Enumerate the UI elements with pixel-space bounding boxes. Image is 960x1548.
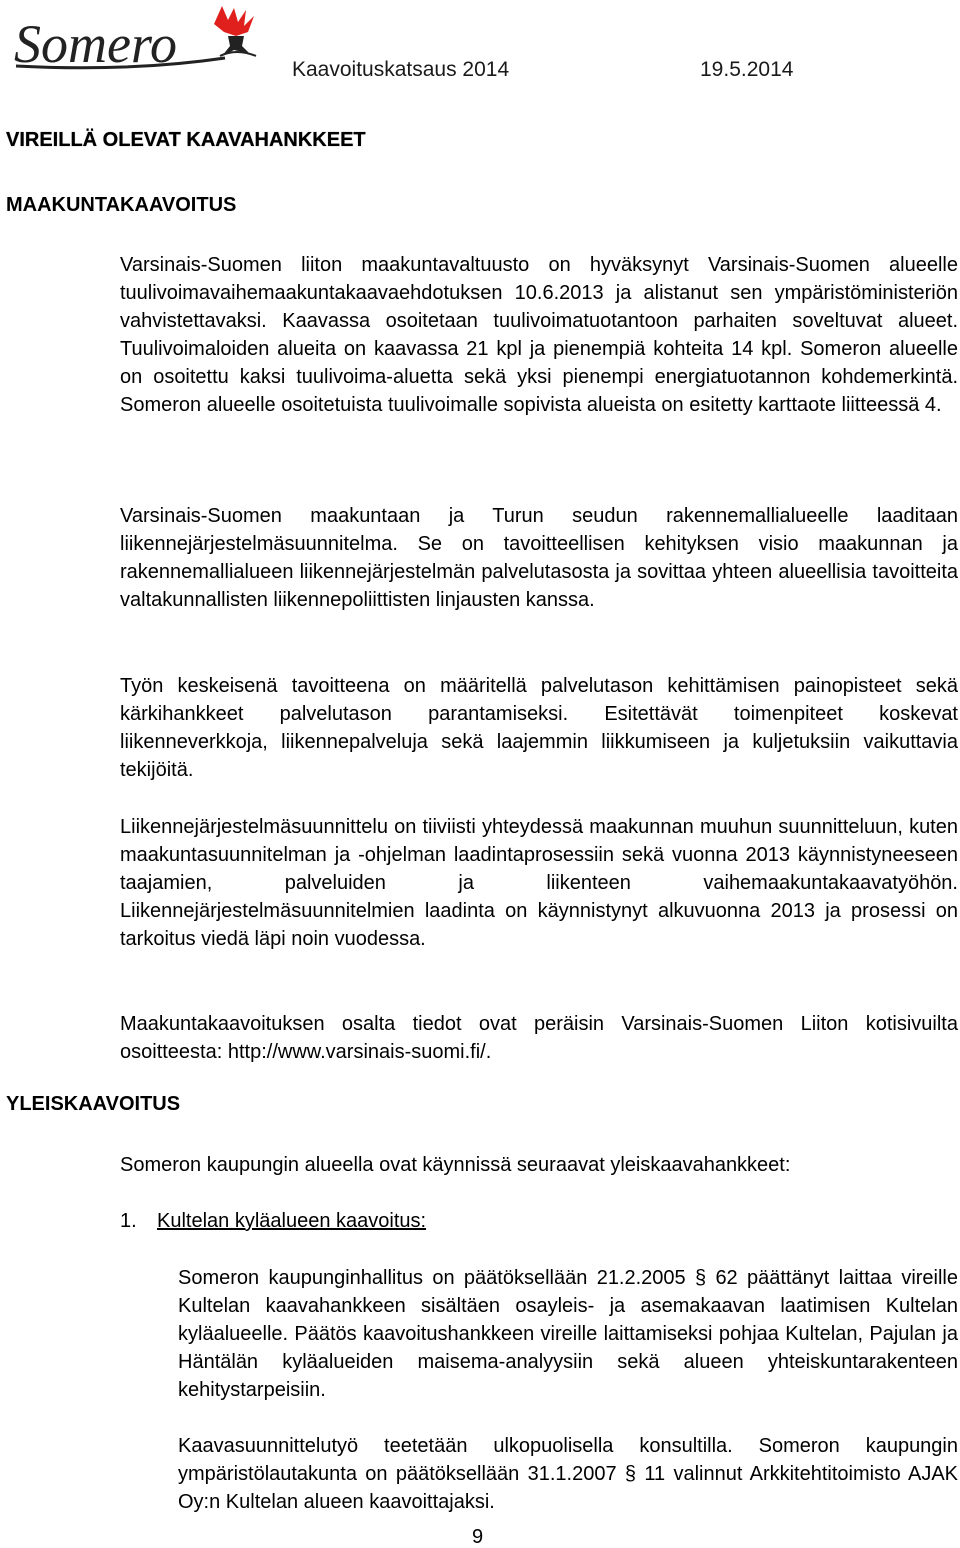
paragraph-intro: Someron kaupungin alueella ovat käynnissä seuraavat yleiskaavahankkeet:	[120, 1154, 791, 1176]
list-item-title: Kultelan kyläalueen kaavoitus:	[157, 1210, 427, 1232]
paragraph: Liikennejärjestelmäsuunnittelu on tiiviisti yhteydessä maakunnan muuhun suunnitteluun, kuten maakuntasuunnitelman ja -ohjelman laadintaprosessiin sekä vuonna 2013 käynnistyneeseen taajamien, palveluiden ja liikenteen vaihemaakuntakaavatyöhön. Liikennejärjestelmäsuunnitelmien laadinta on käynnistynyt alkuvuonna 2013 ja prosessi on tarkoitus viedä läpi noin vuodessa.	[120, 816, 958, 951]
paragraph: Kaavasuunnittelutyö teetetään ulkopuolisella konsultilla. Someron kaupungin ympäristölautakunta on päätöksellään 31.1.2007 § 11 valinnut Arkkitehtitoimisto AJAK Oy:n Kultelan alueen kaavoittajaksi.	[178, 1435, 958, 1514]
section-heading-maakuntakaavoitus: MAAKUNTAKAAVOITUS	[6, 194, 237, 216]
document-date: 19.5.2014	[700, 58, 794, 81]
paragraph: Someron kaupunginhallitus on päätöksellään 21.2.2005 § 62 päättänyt laittaa vireille Kultelan kaavahankkeen sisältäen osayleis- ja asemakaavan laatimisen Kultelan kyläalueelle. Päätös kaavoitushankkeen vireille laittamiseksi pohjaa Kultelan, Pajulan ja Häntälän kyläalueiden maisema-analyysiin sekä alueen yhteiskuntarakenteen kehitystarpeisiin.	[178, 1267, 958, 1402]
page-number: 9	[472, 1526, 484, 1548]
section-heading-yleiskaavoitus: YLEISKAAVOITUS	[6, 1093, 181, 1115]
list-item-number: 1.	[120, 1210, 137, 1232]
paragraph: Varsinais-Suomen liiton maakuntavaltuusto on hyväksynyt Varsinais-Suomen alueelle tuulivoimavaihemaakuntakaavaehdotuksen 10.6.2013 ja alistanut sen ympäristöministeriön vahvistettavaksi. Kaavassa osoitetaan tuulivoimatuotantoon parhaiten soveltuvat alueet. Tuulivoimaloiden alueita on kaavassa 21 kpl ja pienempiä kohteita 14 kpl. Someron alueelle on osoitettu kaksi tuulivoima-aluetta sekä yksi pienempi energiatuotannon kohdemerkintä. Someron alueelle osoitetuista tuulivoimalle sopivista alueista on esitetty karttaote liitteessä 4.	[120, 254, 958, 417]
main-heading: VIREILLÄ OLEVAT KAAVAHANKKEET	[6, 129, 366, 151]
somero-logo	[10, 2, 285, 72]
logo-wordmark: Somero	[14, 14, 177, 72]
paragraph-source: Maakuntakaavoituksen osalta tiedot ovat peräisin Varsinais-Suomen Liiton kotisivuilta osoitteesta: http://www.varsinais-suomi.fi/.	[120, 1013, 958, 1064]
paragraph: Työn keskeisenä tavoitteena on määritellä palvelutason kehittämisen painopisteet sekä kärkihankkeet palvelutason parantamiseksi. Esitettävät toimenpiteet koskevat liikenneverkkoja, liikennepalveluja sekä laajemmin liikkumiseen ja kuljetuksiin vaikuttavia tekijöitä.	[120, 675, 958, 782]
document-title: Kaavoituskatsaus 2014	[292, 58, 510, 81]
paragraph: Varsinais-Suomen maakuntaan ja Turun seudun rakennemallialueelle laaditaan liikennejärjestelmäsuunnitelma. Se on tavoitteellisen kehityksen visio maakunnan ja rakennemallialueen liikennejärjestelmän palvelutasosta ja sovittaa yhteen alueellisia tavoitteita valtakunnallisten liikennepoliittisten linjausten kanssa.	[120, 505, 958, 612]
flame-tree-icon	[214, 6, 256, 56]
